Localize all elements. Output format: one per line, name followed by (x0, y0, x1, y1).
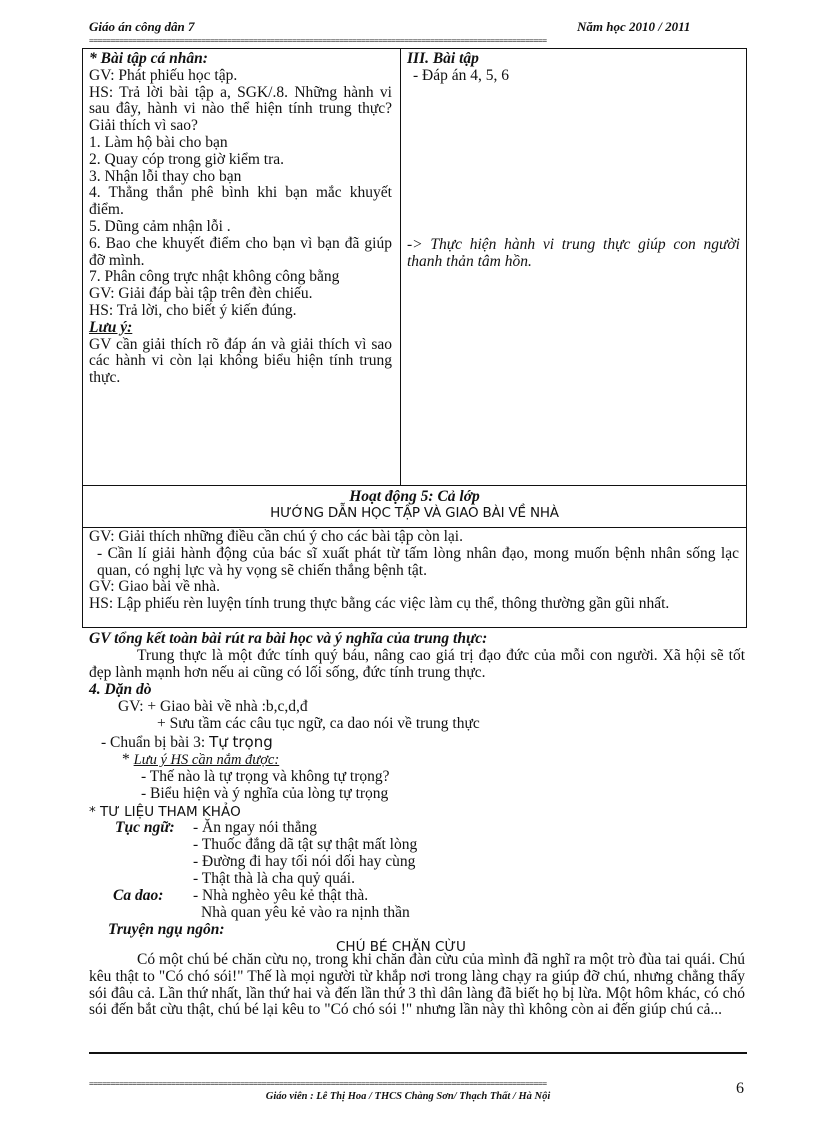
table-row-divider-2 (82, 527, 747, 528)
fable-title: CHÚ BÉ CHĂN CỪU (336, 939, 466, 955)
fable-label: Truyện ngụ ngôn: (108, 921, 225, 938)
fable-text: Có một chú bé chăn cừu nọ, trong khi chăn đàn cừu của mình đã nghĩ ra một trò đùa tai quái. Chú kêu thật to "Có chó sói!" Thế là mọi người từ khắp nơi trong làng chạy ra giúp đỡ chú, nhưng chẳng thấy sói đâu cả. Lần thứ nhất, lần thứ hai và đến lần thứ 3 thì dân làng đã biết họ bị lừa. Một hôm khác, có chó sói đến bắt cừu thật, chú bé lại kêu to "Có chó sói !" nhưng lần này thì không còn ai đến giúp chú cả... (89, 951, 745, 1019)
table-col-divider (400, 48, 401, 485)
exercise-line: 5. Dũng cảm nhận lỗi . (89, 217, 231, 235)
prepare-lesson: Tự trọng (209, 733, 273, 751)
exercise-line: 1. Làm hộ bài cho bạn (89, 133, 228, 151)
activity5-title: Hoạt động 5: Cả lớp (349, 488, 480, 505)
homework-gv2: + Sưu tầm các câu tục ngữ, ca dao nói về trung thực (157, 715, 480, 732)
proverb-item: - Ăn ngay nói thẳng (193, 819, 317, 836)
activity5-line: - Cần lí giải hành động của bác sĩ xuất phát từ tấm lòng nhân đạo, mong muốn bệnh nhân sống lạc quan, có nghị lực và hy vọng sẽ chiến thắng bệnh tật. (97, 544, 739, 579)
left-column (89, 51, 392, 387)
folk-item: - Nhà nghèo yêu kẻ thật thà. (193, 887, 369, 904)
homework-prepare (101, 734, 273, 752)
homework-note-text: Lưu ý HS cần nắm được: (133, 752, 280, 768)
exercise-line: 4. Thẳng thắn phê bình khi bạn mắc khuyết điểm. (89, 184, 392, 219)
activity5-line: GV: Giải thích những điều cần chú ý cho các bài tập còn lại. (89, 529, 463, 545)
summary-title: GV tổng kết toàn bài rút ra bài học và ý nghĩa của trung thực: (89, 630, 488, 647)
exercise-line: GV: Giải đáp bài tập trên đèn chiếu. (89, 285, 313, 303)
exercise-heading: III. Bài tập (407, 50, 479, 67)
summary-text: Trung thực là một đức tính quý báu, nâng cao giá trị đạo đức của mỗi con người. Xã hội sẽ tốt đẹp lành mạnh hơn nếu ai cũng có lối sống, đức tính trung thực. (89, 646, 745, 681)
right-column (407, 51, 740, 85)
exercise-line: 7. Phân công trực nhật không công bằng (89, 268, 340, 286)
prepare-label: - Chuẩn bị bài 3: (101, 734, 206, 751)
exercise-line: 2. Quay cóp trong giờ kiểm tra. (89, 150, 285, 168)
table-border-left (82, 48, 83, 628)
activity5-header (83, 488, 746, 522)
homework-note (122, 752, 279, 769)
footer-text: Giáo viên : Lê Thị Hoa / THCS Chàng Sơn/ Thạch Thất / Hà Nội (265, 1091, 551, 1102)
exercise-title: * Bài tập cá nhân: (89, 50, 208, 67)
header-rule: ========================================================================================================== (89, 36, 547, 45)
folk-label: Ca dao: (113, 887, 164, 904)
note-text: GV cần giải thích rõ đáp án và giải thích vì sao các hành vi còn lại không biểu hiện tính trung thực. (89, 335, 392, 387)
activity5-content (89, 529, 739, 626)
header-right: Năm học 2010 / 2011 (577, 19, 691, 34)
references-title: * TƯ LIỆU THAM KHẢO (89, 804, 241, 820)
page-number: 6 (736, 1080, 744, 1097)
homework-gv1: GV: + Giao bài về nhà :b,c,d,đ (118, 698, 308, 715)
note-label: Lưu ý: (89, 318, 133, 336)
proverb-item: - Thật thà là cha quỷ quái. (193, 870, 355, 887)
table-border-bottom (82, 627, 747, 628)
homework-title: 4. Dặn dò (89, 681, 152, 698)
activity5-subtitle: HƯỚNG DẪN HỌC TẬP VÀ GIAO BÀI VỀ NHÀ (270, 505, 559, 521)
activity5-line: GV: Giao bài về nhà. (89, 578, 220, 596)
exercise-line: 3. Nhận lỗi thay cho bạn (89, 167, 242, 185)
table-row-divider-1 (82, 485, 747, 486)
exercise-line: 6. Bao che khuyết điểm cho bạn vì bạn đã giúp đỡ mình. (89, 234, 392, 269)
folk-item: Nhà quan yêu kẻ vào ra nịnh thần (201, 904, 410, 921)
summary-section (89, 631, 745, 681)
activity5-line: HS: Lập phiếu rèn luyện tính trung thực bằng các việc làm cụ thể, thông thường gần gũi nhất. (89, 595, 670, 613)
table-border-top (82, 48, 747, 49)
table-border-right (746, 48, 747, 628)
footer-rule: ========================================================================================================== (89, 1079, 547, 1088)
homework-q2: - Biểu hiện và ý nghĩa của lòng tự trọng (141, 785, 389, 802)
proverb-item: - Đường đi hay tối nói dối hay cùng (193, 853, 416, 870)
exercise-line: HS: Trả lời, cho biết ý kiến đúng. (89, 301, 297, 319)
header-left: Giáo án công dân 7 (89, 19, 195, 34)
exercise-line: HS: Trả lời bài tập a, SGK/.8. Những hành vi sau đây, hành vi nào thể hiện tính trung thực? Giải thích vì sao? (89, 83, 392, 135)
homework-q1: - Thế nào là tự trọng và không tự trọng? (141, 768, 390, 785)
answer-text: - Đáp án 4, 5, 6 (413, 66, 509, 84)
conclusion-text: -> Thực hiện hành vi trung thực giúp con người thanh thản tâm hồn. (407, 236, 740, 270)
proverb-item: - Thuốc đắng dã tật sự thật mất lòng (193, 836, 418, 853)
proverb-label: Tục ngữ: (115, 819, 175, 836)
content-bottom-rule (89, 1052, 747, 1054)
note-bullet: * (122, 751, 130, 768)
exercise-line: GV: Phát phiếu học tập. (89, 66, 238, 84)
